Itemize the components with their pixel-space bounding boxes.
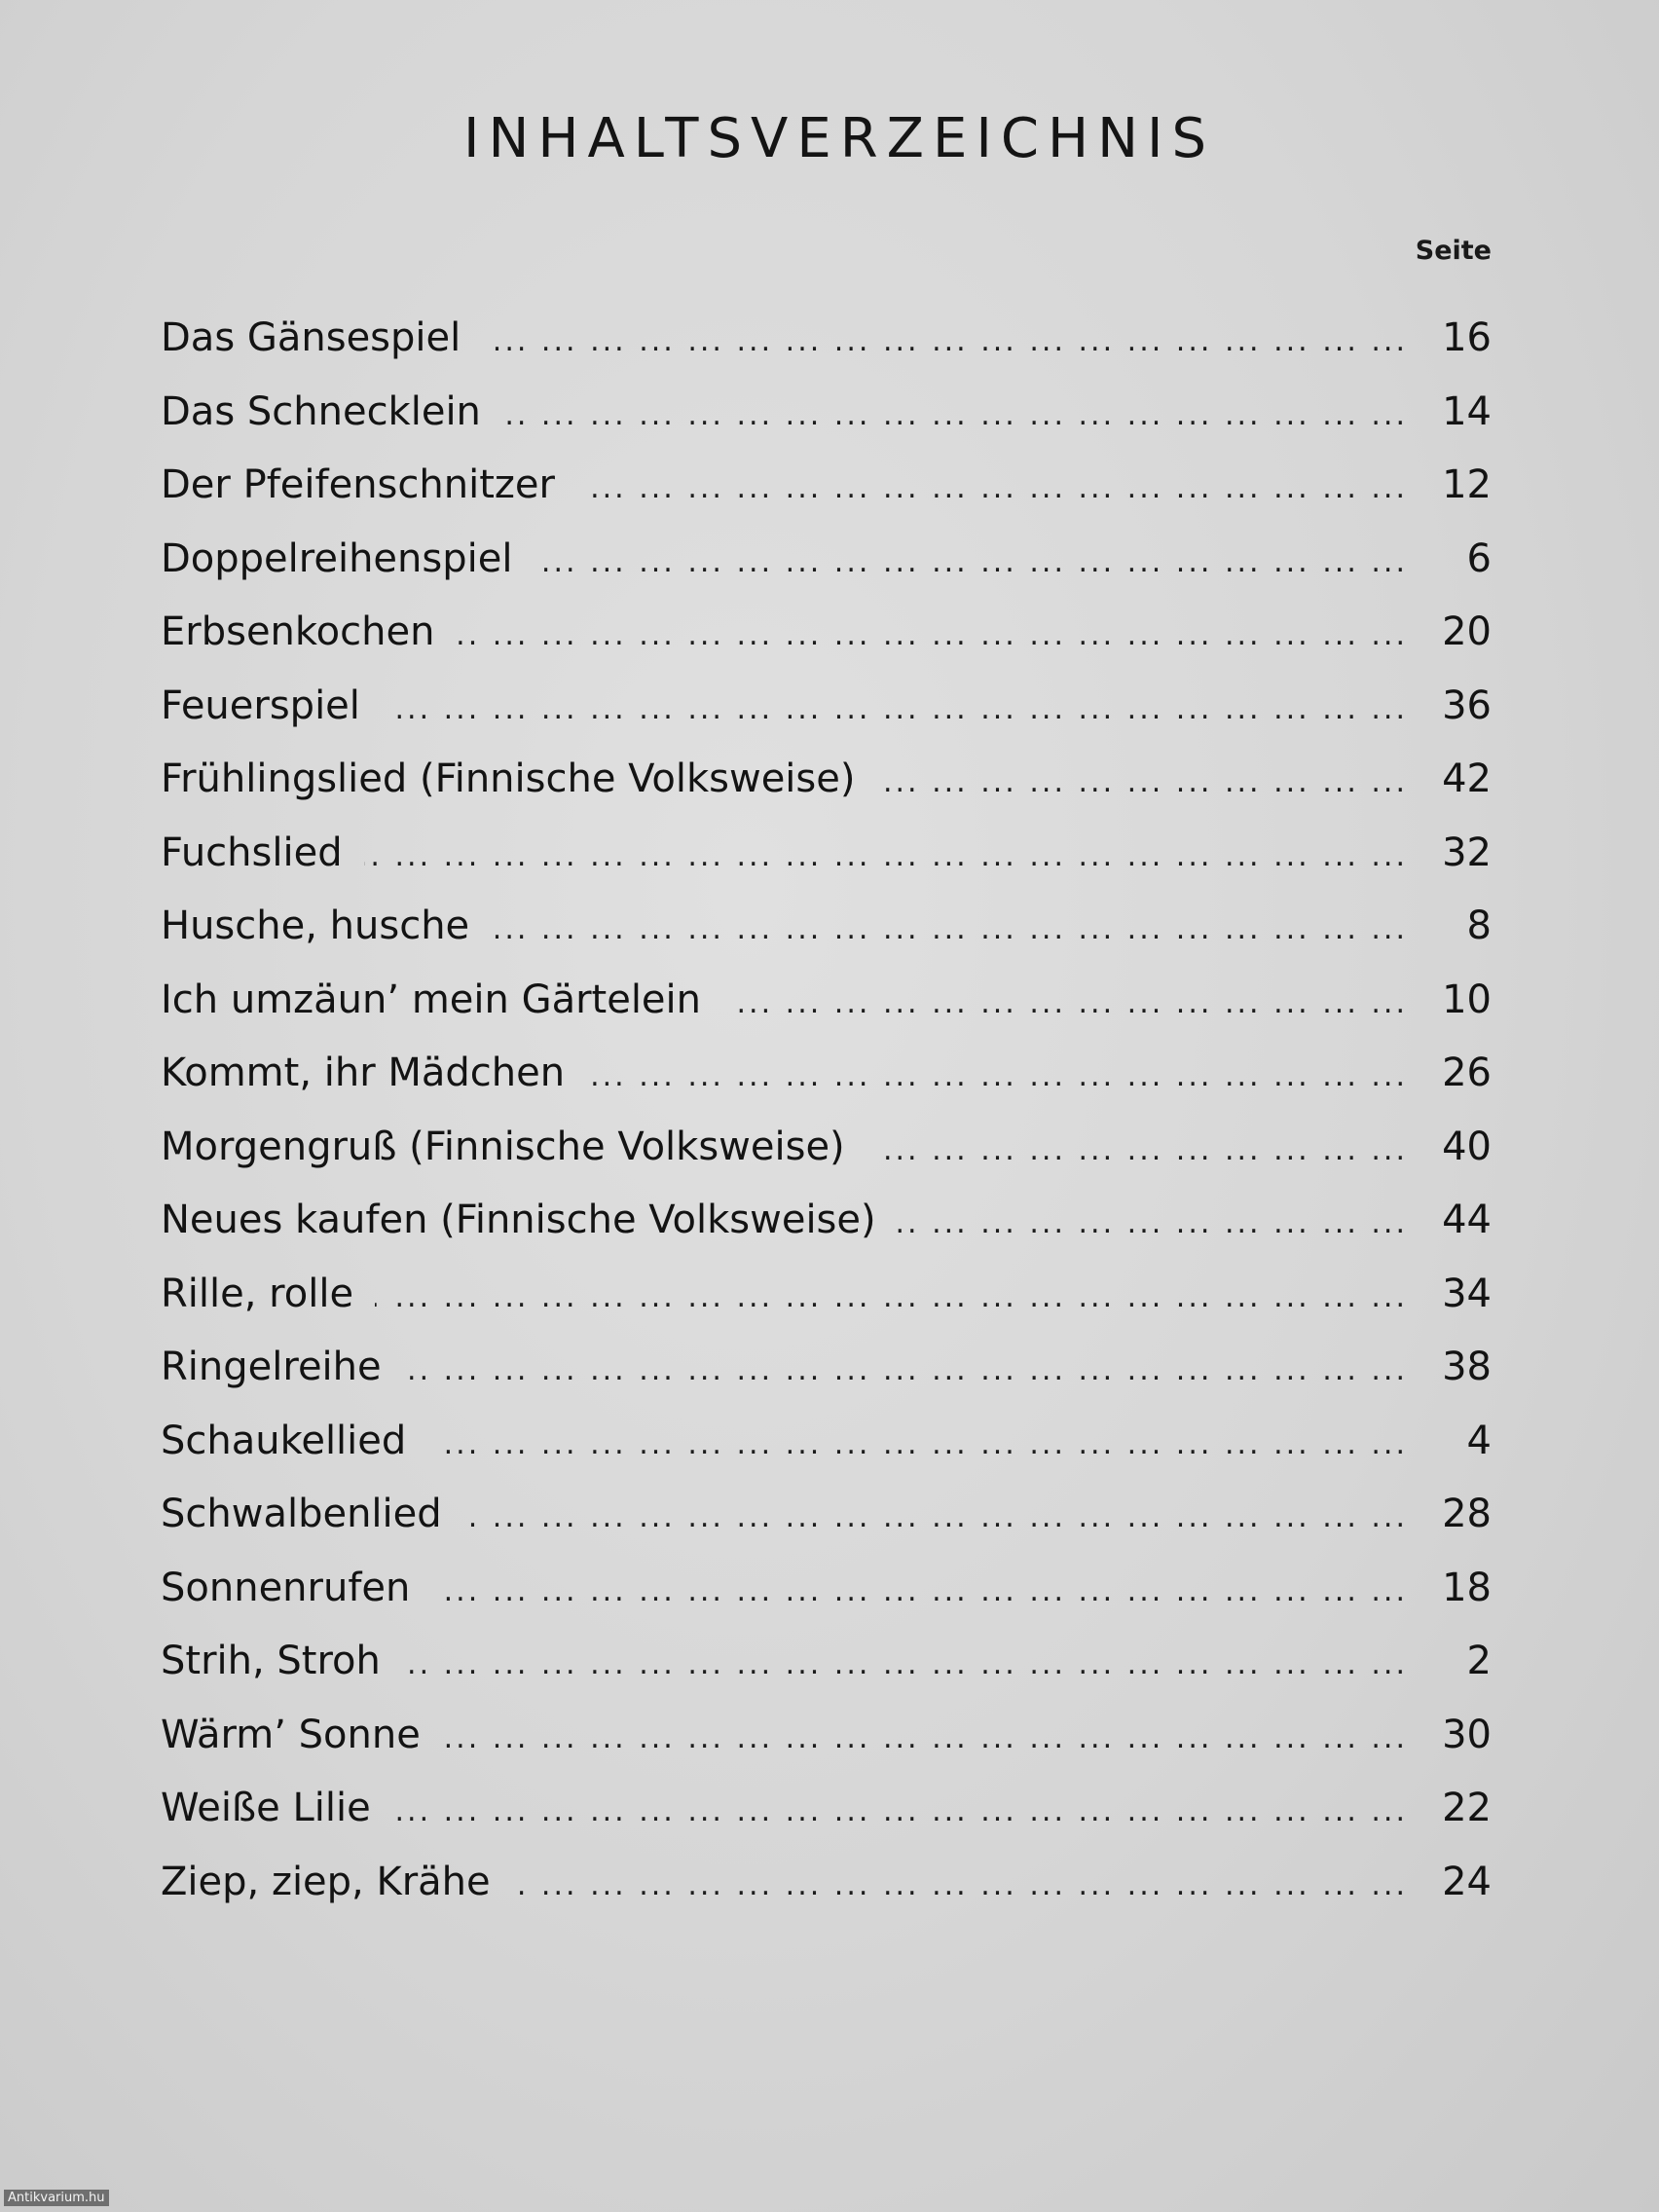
dot-leader <box>463 1481 1408 1555</box>
toc-entry-page: 28 <box>1442 1492 1492 1536</box>
toc-entry <box>161 1111 1492 1185</box>
toc-entry <box>161 596 1492 670</box>
toc-entry-title: Feuerspiel <box>161 682 360 728</box>
dot-leader <box>502 379 1408 453</box>
toc-entry <box>161 449 1492 523</box>
toc-entry-page: 34 <box>1442 1271 1492 1316</box>
table-of-contents <box>161 302 1492 1919</box>
toc-entry-title: Frühlingslied (Finnische Volksweise) <box>161 756 856 801</box>
toc-entry-page: 30 <box>1442 1712 1492 1757</box>
toc-entry-title: Weiße Lilie <box>161 1786 371 1830</box>
toc-entry <box>161 817 1492 891</box>
toc-entry-title: Sonnenrufen <box>161 1565 411 1610</box>
toc-entry-page: 42 <box>1442 756 1492 801</box>
toc-entry <box>161 743 1492 817</box>
toc-entry-page: 2 <box>1466 1639 1492 1683</box>
dot-leader <box>576 452 1408 526</box>
toc-entry <box>161 1772 1492 1846</box>
dot-leader <box>876 746 1408 820</box>
toc-entry <box>161 670 1492 744</box>
dot-leader <box>534 526 1408 600</box>
dot-leader <box>456 599 1408 673</box>
dot-leader <box>392 1775 1408 1849</box>
toc-entry-page: 16 <box>1442 315 1492 360</box>
dot-leader <box>482 305 1408 379</box>
toc-entry-title: Kommt, ihr Mädchen <box>161 1051 566 1095</box>
toc-entry-page: 18 <box>1442 1565 1492 1610</box>
dot-leader <box>491 893 1408 967</box>
toc-entry <box>161 1625 1492 1699</box>
toc-entry-title: Ich umzäun’ mein Gärtelein <box>161 977 701 1022</box>
toc-entry-page: 36 <box>1442 682 1492 728</box>
toc-entry-page: 10 <box>1442 977 1492 1022</box>
dot-leader <box>427 1408 1408 1482</box>
toc-entry-title: Doppelreihenspiel <box>161 535 513 581</box>
toc-entry <box>161 1405 1492 1479</box>
toc-entry-page: 4 <box>1466 1418 1492 1463</box>
toc-entry-title: Wärm’ Sonne <box>161 1712 421 1757</box>
toc-entry <box>161 376 1492 450</box>
toc-entry-page: 40 <box>1442 1124 1492 1169</box>
watermark: Antikvarium.hu <box>4 2190 109 2206</box>
toc-entry <box>161 1037 1492 1111</box>
toc-entry <box>161 523 1492 597</box>
toc-entry-title: Das Schnecklein <box>161 388 481 434</box>
toc-entry-page: 26 <box>1442 1051 1492 1095</box>
dot-leader <box>898 1187 1408 1261</box>
toc-entry-page: 22 <box>1442 1786 1492 1830</box>
toc-entry <box>161 1478 1492 1552</box>
dot-leader <box>382 673 1408 747</box>
toc-entry-title: Schwalbenlied <box>161 1492 442 1536</box>
dot-leader <box>866 1114 1408 1188</box>
toc-entry-page: 14 <box>1442 388 1492 434</box>
toc-entry-title: Morgengruß (Finnische Volksweise) <box>161 1124 845 1169</box>
toc-entry-title: Das Gänsespiel <box>161 315 461 360</box>
toc-entry <box>161 1184 1492 1258</box>
toc-entry <box>161 302 1492 376</box>
dot-leader <box>722 967 1408 1041</box>
toc-entry-page: 38 <box>1442 1345 1492 1389</box>
toc-entry <box>161 1699 1492 1773</box>
toc-entry-page: 20 <box>1442 609 1492 654</box>
dot-leader <box>375 1261 1408 1335</box>
toc-entry <box>161 1552 1492 1626</box>
toc-entry <box>161 1846 1492 1920</box>
toc-entry <box>161 1331 1492 1405</box>
page-column-label: Seite <box>1415 236 1492 266</box>
toc-entry-title: Schaukellied <box>161 1418 407 1463</box>
toc-entry-title: Neues kaufen (Finnische Volksweise) <box>161 1198 876 1242</box>
toc-entry <box>161 890 1492 964</box>
toc-entry-title: Husche, husche <box>161 903 470 948</box>
toc-entry <box>161 964 1492 1038</box>
toc-entry-page: 6 <box>1466 535 1492 581</box>
toc-entry-title: Ziep, ziep, Krähe <box>161 1859 491 1904</box>
dot-leader <box>442 1702 1408 1776</box>
page-title: INHALTSVERZEICHNIS <box>462 107 1216 170</box>
dot-leader <box>364 820 1408 894</box>
toc-entry-page: 44 <box>1442 1198 1492 1242</box>
toc-entry-page: 12 <box>1442 462 1492 507</box>
toc-entry-title: Ringelreihe <box>161 1345 382 1389</box>
toc-entry <box>161 1258 1492 1332</box>
dot-leader <box>512 1849 1408 1923</box>
toc-entry-title: Fuchslied <box>161 830 343 875</box>
toc-entry-title: Erbsenkochen <box>161 609 435 654</box>
toc-entry-title: Strih, Stroh <box>161 1639 381 1683</box>
toc-entry-page: 24 <box>1442 1859 1492 1904</box>
toc-entry-title: Rille, rolle <box>161 1271 354 1316</box>
toc-entry-title: Der Pfeifenschnitzer <box>161 462 555 507</box>
toc-entry-page: 32 <box>1442 830 1492 875</box>
dot-leader <box>403 1334 1408 1408</box>
dot-leader <box>402 1628 1408 1702</box>
dot-leader <box>586 1040 1408 1114</box>
dot-leader <box>431 1555 1408 1629</box>
toc-entry-page: 8 <box>1466 903 1492 948</box>
